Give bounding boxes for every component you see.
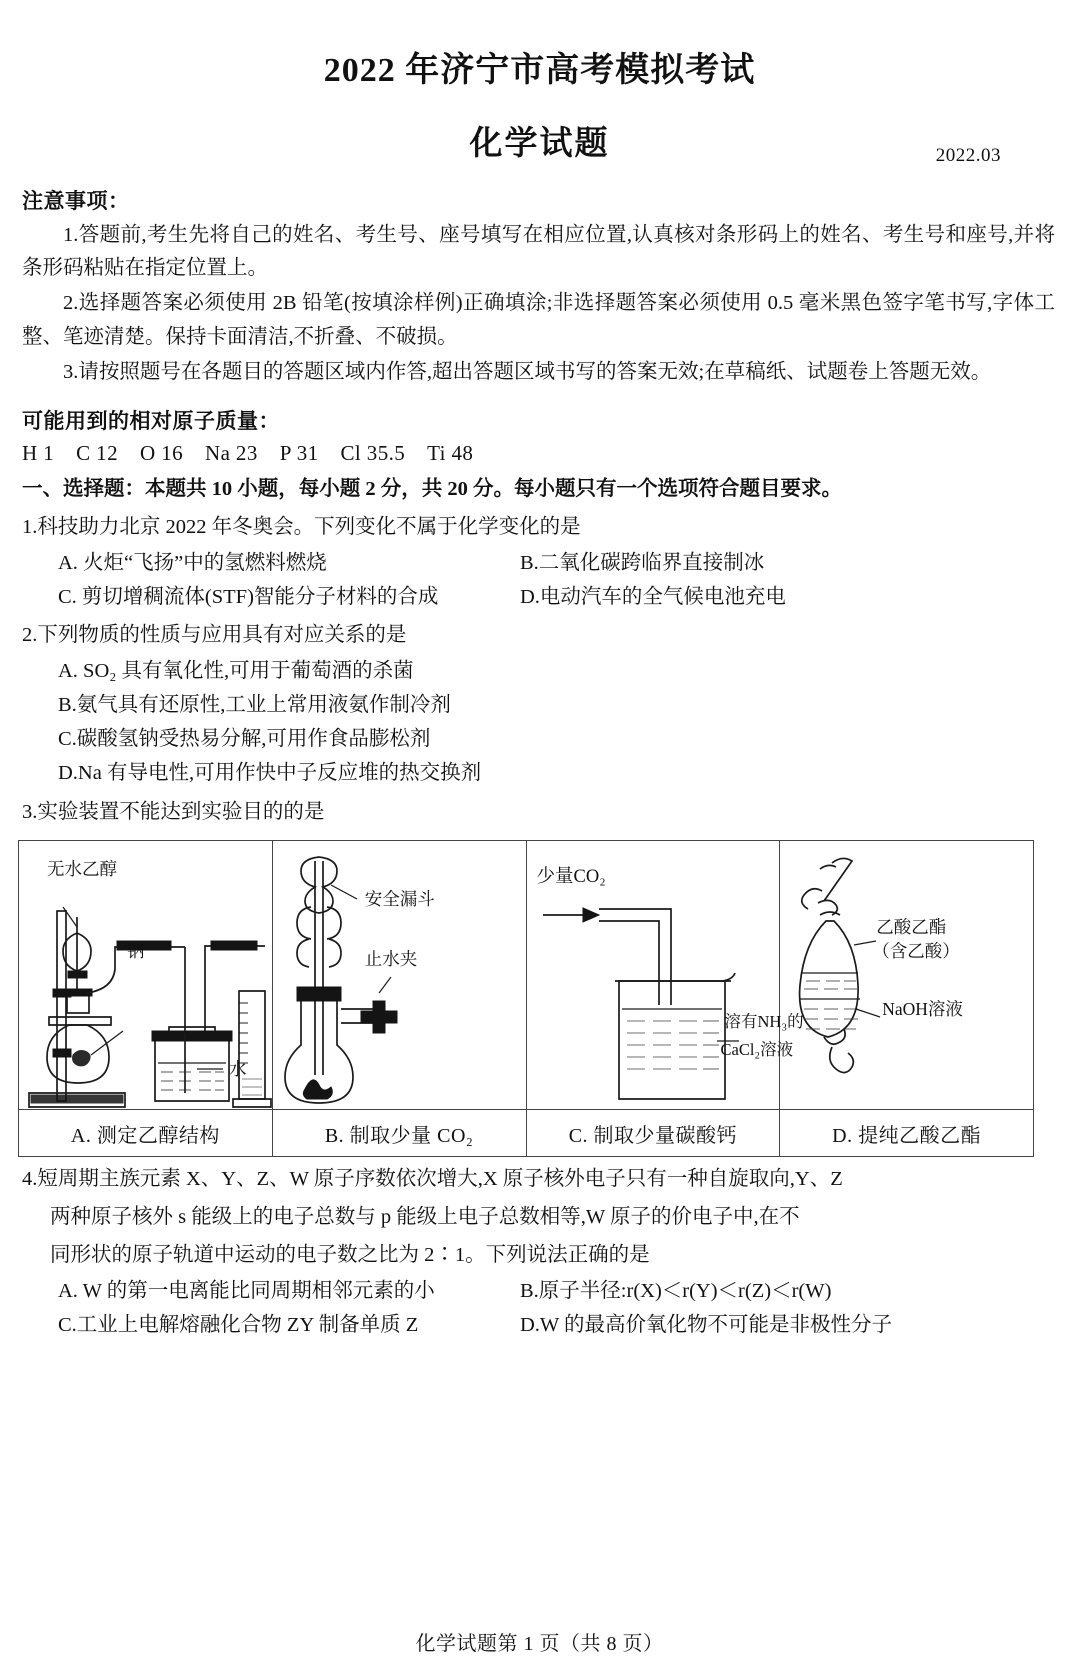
exam-page: [0, 42, 1079, 1668]
atomic-mass-item: Ti 48: [427, 441, 474, 466]
question-4-stem-line-3: 同形状的原子轨道中运动的电子数之比为 2∶1。下列说法正确的是: [50, 1243, 650, 1266]
subject-title: 化学试题: [469, 126, 610, 162]
question-1-stem: 1.科技助力北京 2022 年冬奥会。下列变化不属于化学变化的是: [22, 515, 581, 538]
label-anhydrous-ethanol: 无水乙醇: [47, 859, 117, 880]
label-nh3-dissolved: 溶有NH₃的: [724, 1012, 804, 1032]
question-2-option-a[interactable]: A. SO₂ 具有氧化性,可用于葡萄酒的杀菌: [58, 659, 414, 682]
question-2-option-c[interactable]: C.碳酸氢钠受热易分解,可用作食品膨松剂: [58, 728, 431, 751]
apparatus-figure-d: [780, 841, 1033, 1109]
label-contains-acetic-acid: （含乙酸）: [872, 941, 960, 962]
question-1-option-d[interactable]: D.电动汽车的全气候电池充电: [520, 585, 786, 608]
question-4-options-row-1: [22, 1275, 1055, 1308]
notice-item-1: 1.答题前,考生先将自己的姓名、考生号、座号填写在相应位置,认真核对条形码上的姓名、考生号和座号,并将条形码粘贴在指定位置上。: [22, 224, 1055, 280]
apparatus-caption-c: C. 制取少量碳酸钙: [526, 1110, 780, 1157]
question-2-option-d[interactable]: D.Na 有导电性,可用作快中子反应堆的热交换剂: [58, 762, 482, 785]
apparatus-figure-row: [19, 841, 1034, 1110]
label-water: 水: [229, 1059, 247, 1080]
atomic-mass-item: C 12: [76, 441, 118, 466]
exam-date: 2022.03: [935, 145, 1001, 166]
apparatus-cell-c[interactable]: [526, 841, 804, 1110]
separatory-funnel-icon: [780, 841, 1042, 1109]
question-1-option-b[interactable]: B.二氧化碳跨临界直接制冰: [520, 551, 765, 574]
atomic-mass-item: Na 23: [205, 441, 258, 466]
label-ethyl-acetate: 乙酸乙酯: [876, 917, 947, 938]
label-safety-funnel: 安全漏斗: [364, 889, 435, 910]
question-4-option-d[interactable]: D.W 的最高价氧化物不可能是非极性分子: [520, 1313, 893, 1336]
label-naoh-solution: NaOH溶液: [882, 999, 963, 1020]
question-1-option-a[interactable]: A. 火炬“飞扬”中的氢燃料燃烧: [58, 551, 327, 574]
apparatus-figure-b: [273, 841, 526, 1109]
document-body: [0, 185, 1079, 828]
question-2-stem: 2.下列物质的性质与应用具有对应关系的是: [22, 623, 407, 646]
question-4-options-row-2: [22, 1309, 1055, 1342]
apparatus-figure-c: [527, 841, 804, 1109]
subtitle-row: [0, 117, 1079, 169]
apparatus-caption-row: [19, 1110, 1034, 1157]
label-pinch-clamp: 止水夹: [364, 949, 418, 970]
label-small-amount-co2: 少量CO₂: [536, 867, 606, 888]
apparatus-cell-b[interactable]: [272, 841, 526, 1110]
atomic-mass-item: O 16: [139, 441, 183, 466]
question-2-option-b[interactable]: B.氨气具有还原性,工业上常用液氨作制冷剂: [58, 693, 451, 716]
atomic-mass-list: [22, 441, 1055, 466]
question-4-option-a[interactable]: A. W 的第一电离能比同周期相邻元素的小: [58, 1279, 435, 1302]
page-footer: 化学试题第 1 页（共 8 页）: [415, 1633, 664, 1655]
apparatus-figure-a: [19, 841, 272, 1109]
question-1-options-row-2: [22, 581, 1055, 614]
apparatus-cell-a[interactable]: [19, 841, 273, 1110]
apparatus-table: [18, 840, 1034, 1157]
question-4-option-b[interactable]: B.原子半径:r(X)＜r(Y)＜r(Z)＜r(W): [520, 1279, 832, 1302]
apparatus-caption-b: B. 制取少量 CO₂: [272, 1110, 526, 1157]
section-heading: 一、选择题：本题共 10 小题，每小题 2 分，共 20 分。每小题只有一个选项符合题目要求。: [22, 478, 842, 501]
notice-item-3: 3.请按照题号在各题目的答题区域内作答,超出答题区域书写的答案无效;在草稿纸、试题卷上答题无效。: [63, 360, 992, 383]
page-title: 2022 年济宁市高考模拟考试: [323, 52, 756, 89]
label-sodium: 钠: [127, 941, 145, 962]
question-4-option-c[interactable]: C.工业上电解熔融化合物 ZY 制备单质 Z: [58, 1313, 419, 1336]
atomic-mass-heading: 可能用到的相对原子质量：: [22, 409, 280, 434]
question-3-stem: 3.实验装置不能达到实验目的的是: [22, 800, 325, 823]
question-1-options-row-1: [22, 547, 1055, 580]
notice-item-2: 2.选择题答案必须使用 2B 铅笔(按填涂样例)正确填涂;非选择题答案必须使用 0.5 毫米黑色签字笔书写,字体工整、笔迹清楚。保持卡面清洁,不折叠、不破损。: [22, 292, 1055, 348]
question-1-option-c[interactable]: C. 剪切增稠流体(STF)智能分子材料的合成: [58, 585, 439, 608]
atomic-mass-item: P 31: [279, 441, 319, 466]
document-body-lower: [0, 1163, 1079, 1342]
question-4-stem-line-1: 4.短周期主族元素 X、Y、Z、W 原子序数依次增大,X 原子核外电子只有一种自旋取向,Y、Z: [22, 1168, 843, 1191]
co2-generator-apparatus-icon: [273, 841, 483, 1109]
atomic-mass-item: Cl 35.5: [340, 441, 406, 466]
question-4-stem-line-2: 两种原子核外 s 能级上的电子总数与 p 能级上电子总数相等,W 原子的价电子中,在不: [50, 1206, 800, 1229]
atomic-mass-item: H 1: [22, 441, 55, 466]
label-cacl2-solution: CaCl₂溶液: [720, 1040, 794, 1060]
apparatus-caption-d: D. 提纯乙酸乙酯: [780, 1110, 1034, 1157]
notice-heading: 注意事项：: [22, 189, 130, 213]
apparatus-caption-a: A. 测定乙醇结构: [19, 1110, 273, 1157]
apparatus-cell-d[interactable]: [780, 841, 1034, 1110]
